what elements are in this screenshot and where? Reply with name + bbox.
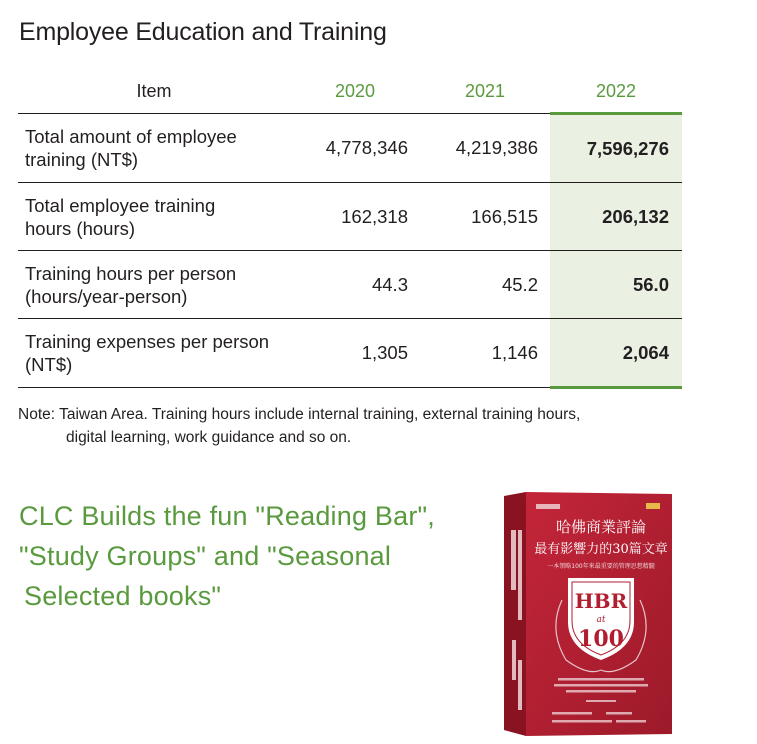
header-item: Item [18, 70, 290, 114]
row-label [18, 251, 290, 319]
promo-line: CLC Builds the fun "Reading Bar", [19, 501, 435, 531]
book-spine [504, 492, 526, 736]
book-subtitle: 一本領略100年來最重要的管理思想精髓 [547, 563, 655, 570]
cell-2020: 1,305 [290, 319, 420, 388]
table-note [18, 403, 708, 449]
table-header-row [18, 70, 682, 114]
cell-2020: 44.3 [290, 251, 420, 319]
cell-2022: 7,596,276 [550, 114, 682, 183]
header-2020: 2020 [290, 70, 420, 114]
row-label-line: Training expenses per person [25, 331, 270, 352]
note-line-2: digital learning, work guidance and so on. [66, 429, 352, 446]
cell-2022: 2,064 [550, 319, 682, 388]
row-label-line: training (NT$) [25, 149, 139, 170]
header-2021: 2021 [420, 70, 550, 114]
cell-2021: 1,146 [420, 319, 550, 388]
cell-2022: 206,132 [550, 183, 682, 251]
row-label [18, 183, 290, 251]
promo-line: Selected books" [24, 581, 222, 611]
cell-2021: 166,515 [420, 183, 550, 251]
table-row [18, 319, 682, 388]
table-row [18, 114, 682, 183]
table-row [18, 251, 682, 319]
page-title: Employee Education and Training [19, 18, 387, 46]
cell-2021: 45.2 [420, 251, 550, 319]
cell-2022: 56.0 [550, 251, 682, 319]
row-label [18, 114, 290, 183]
cell-2021: 4,219,386 [420, 114, 550, 183]
badge-100: 100 [578, 626, 624, 652]
table-row [18, 183, 682, 251]
row-label-line: (hours/year-person) [25, 285, 188, 307]
book-title-line-1: 哈佛商業評論 [555, 518, 647, 536]
badge-at: at [596, 615, 606, 625]
book-cover-image [496, 490, 676, 738]
row-label-line: Training hours per person [25, 262, 237, 284]
row-label-line: (NT$) [25, 354, 73, 375]
cell-2020: 4,778,346 [290, 114, 420, 183]
book-title-line-2: 最有影響力的30篇文章 [534, 542, 668, 557]
note-line-1: Note: Taiwan Area. Training hours include internal training, external training hours, [18, 406, 581, 423]
cell-2020: 162,318 [290, 183, 420, 251]
badge-hbr: HBR [574, 589, 628, 613]
row-label-line: hours (hours) [25, 217, 136, 239]
header-2022: 2022 [550, 70, 682, 114]
row-label [18, 319, 290, 388]
row-label-line: Total employee training [25, 194, 216, 216]
promo-line: "Study Groups" and "Seasonal [19, 541, 392, 571]
row-label-line: Total amount of employee [25, 126, 237, 147]
training-table [18, 70, 682, 389]
promo-heading [19, 496, 435, 616]
